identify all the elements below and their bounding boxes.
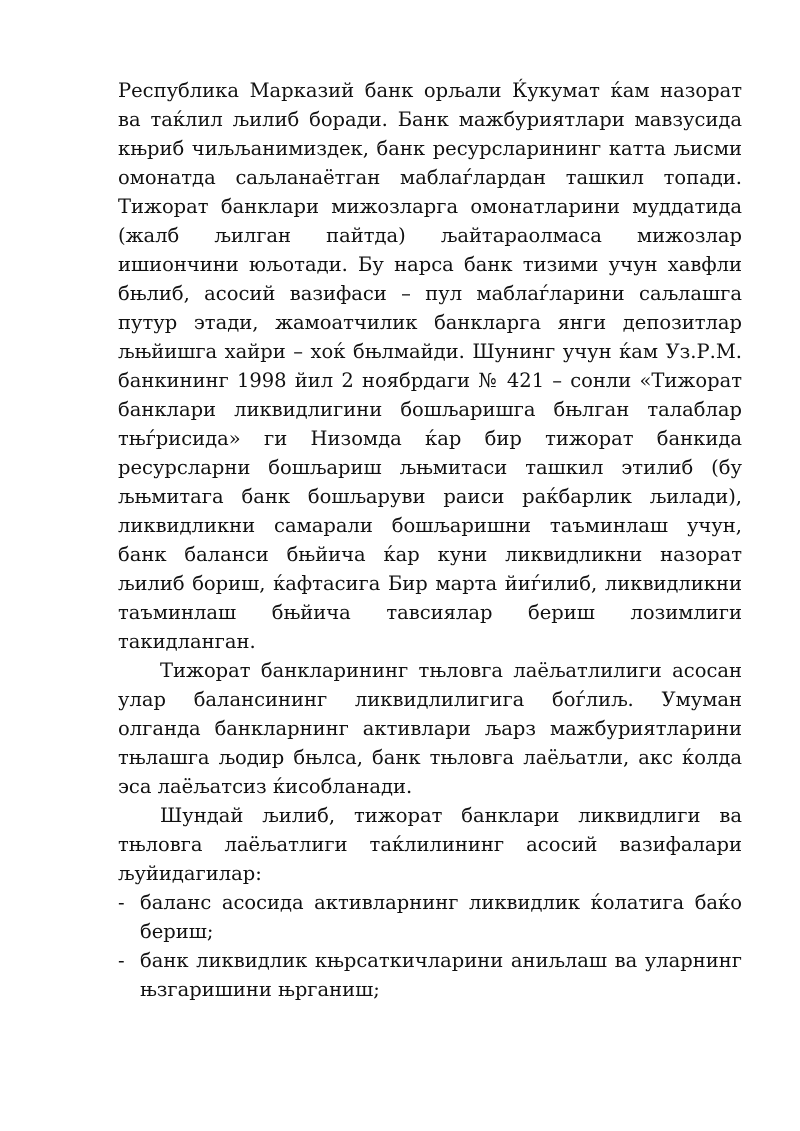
list-item-text: баланс асосида активларнинг ликвидлик ќолатига баќо бериш; [140, 891, 742, 943]
document-page [118, 76, 742, 1004]
paragraph-3: Шундай љилиб, тижорат банклари ликвидлиги ва тњловга лаёљатлиги таќлилининг асосий вазифалари љуйидагилар: [118, 804, 742, 885]
paragraph-1: Республика Марказий банк орљали Ќукумат ќам назорат ва таќлил љилиб боради. Банк мажбуриятлари мавзусида књриб чиљљанимиздек, банк ресурсларининг катта љисми омонатда саљланаётган маблаѓлардан ташкил топади. Тижорат банклари мижозларга омонатларини муддатида (жалб љилган пайтда) љайтараолмаса мижозлар ишиончини юљотади. Бу нарса банк тизими учун хавфли бњлиб, асосий вазифаси – пул маблаѓларини саљлашга путур этади, жамоатчилик банкларга янги депозитлар љњйишга хайри – хоќ бњлмайди. Шунинг учун ќам Уз.Р.М. банкининг 1998 йил 2 ноябрдаги № 421 – сонли «Тижорат банклари ликвидлигини бошљаришга бњлган талаблар тњѓрисида» ги Низомда ќар бир тижорат банкида ресурсларни бошљариш љњмитаси ташкил этилиб (бу љњмитага банк бошљаруви раиси раќбарлик љилади), ликвидликни самарали бошљаришни таъминлаш учун, банк баланси бњйича ќар куни ликвидликни назорат љилиб бориш, ќафтасига Бир марта йиѓилиб, ликвидликни таъминлаш бњйича тавсиялар бериш лозимлиги такидланган. [118, 79, 742, 653]
list-item-text: банк ликвидлик књрсаткичларини аниљлаш ва уларнинг њзгаришини њрганиш; [140, 949, 742, 1001]
paragraph-2: Тижорат банкларининг тњловга лаёљатлилиги асосан улар балансининг ликвидлилигига боѓлиљ. Умуман олганда банкларнинг активлари љарз мажбуриятларини тњлашга љодир бњлса, банк тњловга лаёљатли, акс ќолда эса лаёљатсиз ќисобланади. [118, 659, 742, 798]
list-item [118, 888, 742, 946]
bullet-dash: - [118, 891, 125, 914]
list-item [118, 946, 742, 1004]
task-list [118, 888, 742, 1004]
bullet-dash: - [118, 949, 125, 972]
